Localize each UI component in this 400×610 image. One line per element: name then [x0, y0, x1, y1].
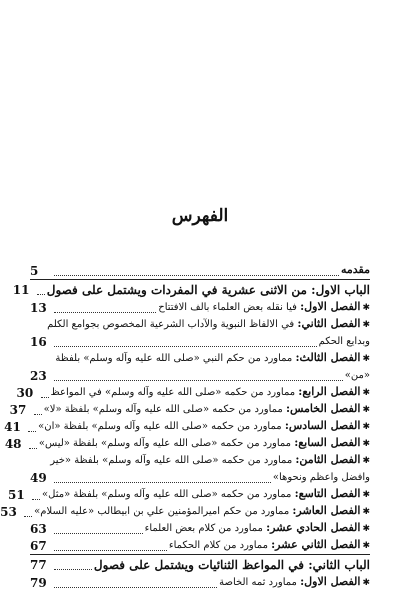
- leader-dots: [54, 577, 217, 588]
- leader-dots: [54, 540, 167, 551]
- toc-label: الفصل الاول:: [300, 300, 361, 313]
- page-number: 16: [30, 335, 47, 349]
- leader-dots: [54, 523, 143, 534]
- toc-label: الفصل السابع:: [294, 436, 361, 449]
- toc-row-chapter-6: ✱الفصل السادس: مماورد من حكمه «صلى الله عليه وآله وسلم» بلفظة «ان» 41: [4, 419, 370, 434]
- toc-row-chapter-4: ✱الفصل الرابع: مماورد من حكمه «صلى الله عليه وآله وسلم» في المواعظ 30: [16, 385, 370, 400]
- toc-row-chapter-8: ✱الفصل الثامن: مماورد من حكمه «صلى الله عليه وآله وسلم» بلفظة «خير: [50, 453, 370, 466]
- toc-row-chapter-3-cont: [30, 367, 370, 384]
- toc-text: مماورد من حكم اميرالمؤمنين علي بن ابيطالب «عليه السلام»: [34, 506, 290, 517]
- toc-row-intro: [30, 262, 370, 279]
- toc-text: مماورد من حكم النبي «صلى الله عليه وآله وسلم» بلفظة: [55, 353, 293, 364]
- toc-row-part-2-chapter-1: ✱الفصل الاول: مماورد ثمه الخاصة 79: [30, 575, 370, 590]
- toc-text: مماورد من كلام الحكماء: [168, 540, 268, 551]
- page-number: 49: [30, 471, 47, 485]
- page-number: 30: [16, 386, 34, 400]
- page-number: 11: [12, 283, 30, 297]
- toc-text: فيا نقله بعض العلماء بالف الافتتاح: [158, 302, 297, 313]
- page-number: 53: [0, 505, 17, 519]
- toc-text: مماورد ثمه الخاصة: [219, 577, 297, 588]
- page-number: 5: [30, 264, 39, 278]
- table-of-contents: [0, 262, 370, 591]
- toc-row-chapter-2-cont: [30, 333, 370, 350]
- leader-dots: [54, 302, 156, 313]
- page-number: 48: [4, 437, 22, 451]
- page-title: الفهرس: [171, 206, 229, 226]
- page-number: 77: [30, 558, 47, 572]
- toc-row-part-2: [30, 554, 370, 574]
- toc-text: مماورد من حكمه «صلى الله عليه وآله وسلم» بلفظة «خير: [50, 455, 293, 466]
- toc-text: مماورد من حكمه «صلى الله عليه وآله وسلم» في المواعظ: [50, 387, 296, 398]
- toc-row-chapter-3: ✱الفصل الثالث: مماورد من حكم النبي «صلى الله عليه وآله وسلم» بلفظة: [55, 351, 370, 364]
- toc-row-chapter-9: ✱الفصل التاسع: مماورد من حكمه «صلى الله عليه وآله وسلم» بلفظة «مثل» 51: [8, 487, 370, 502]
- toc-row-chapter-8-cont: [30, 469, 370, 486]
- toc-row-chapter-5: ✱الفصل الخامس: مماورد من حكمه «صلى الله عليه وآله وسلم» بلفظة «لا» 37: [9, 402, 370, 417]
- page-number: 37: [9, 403, 27, 417]
- leader-dots: [34, 404, 42, 415]
- leader-dots: [41, 387, 49, 398]
- toc-row-chapter-11: ✱الفصل الحادي عشر: مماورد من كلام بعض العلماء 63: [30, 521, 370, 536]
- leader-dots: [54, 472, 271, 483]
- toc-row-chapter-2: ✱الفصل الثاني: في الالفاظ النبوية والآداب الشرعية المخصوص بجوامع الكلم: [47, 317, 370, 330]
- toc-text: في الالفاظ النبوية والآداب الشرعية المخصوص بجوامع الكلم: [47, 319, 295, 330]
- toc-label: الفصل الرابع:: [298, 385, 361, 398]
- toc-text: مماورد من حكمه «صلى الله عليه وآله وسلم» بلفظة «لا»: [43, 404, 283, 415]
- toc-row-chapter-1: ✱الفصل الاول: فيا نقله بعض العلماء بالف الافتتاح 13: [30, 300, 370, 315]
- leader-dots: [24, 506, 32, 517]
- leader-dots: [54, 370, 343, 381]
- toc-label: الفصل الخامس:: [285, 402, 361, 415]
- leader-dots: [37, 284, 45, 295]
- leader-dots: [54, 265, 339, 276]
- toc-row-chapter-10: ✱الفصل العاشر: مماورد من حكم اميرالمؤمنين علي بن ابيطالب «عليه السلام» 53: [0, 504, 370, 519]
- page-number: 67: [30, 539, 47, 553]
- leader-dots: [29, 438, 37, 449]
- page-number: 23: [30, 369, 47, 383]
- toc-text: مماورد من كلام بعض العلماء: [144, 523, 263, 534]
- toc-row-part-1: [12, 279, 370, 299]
- toc-label: الفصل العاشر:: [292, 504, 361, 517]
- leader-dots: [28, 421, 36, 432]
- toc-label: الفصل التاسع:: [294, 487, 361, 500]
- page-number: 51: [8, 488, 25, 502]
- leader-dots: [54, 336, 317, 347]
- toc-label: الفصل الثاني:: [297, 317, 361, 330]
- toc-label: الباب الاول: من الاثنى عشرية في المفردات ويشتمل على فصول: [46, 283, 370, 297]
- toc-label: الفصل الاول:: [300, 575, 361, 588]
- leader-dots: [32, 489, 40, 500]
- toc-label: الباب الثاني: في المواعظ الثنائيات ويشتمل على فصول: [93, 558, 370, 572]
- page-number: 79: [30, 576, 47, 590]
- toc-text: مماورد من حكمه «صلى الله عليه وآله وسلم» بلفظة «ان»: [38, 421, 282, 432]
- toc-text: مماورد من حكمه «صلى الله عليه وآله وسلم» بلفظة «مثل»: [42, 489, 292, 500]
- toc-label: مقدمه: [340, 263, 370, 276]
- toc-label: الفصل الثالث:: [295, 351, 361, 364]
- toc-label: الفصل السادس:: [284, 419, 361, 432]
- toc-label: الفصل الثامن:: [295, 453, 361, 466]
- page-number: 63: [30, 522, 47, 536]
- leader-dots: [54, 559, 92, 570]
- toc-text: «من»: [344, 370, 370, 381]
- toc-text: مماورد من حكمه «صلى الله عليه وآله وسلم» بلفظة «ليس»: [38, 438, 292, 449]
- toc-text: وافضل واعظم ونحوها»: [272, 472, 370, 483]
- toc-row-chapter-7: ✱الفصل السابع: مماورد من حكمه «صلى الله عليه وآله وسلم» بلفظة «ليس» 48: [4, 436, 370, 451]
- page-number: 41: [4, 420, 21, 434]
- toc-row-chapter-12: ✱الفصل الثاني عشر: مماورد من كلام الحكماء 67: [30, 538, 370, 553]
- toc-label: الفصل الحادي عشر:: [266, 521, 361, 534]
- toc-label: الفصل الثاني عشر:: [271, 538, 361, 551]
- toc-text: وبدايع الحكم: [318, 336, 370, 347]
- page-number: 13: [30, 301, 47, 315]
